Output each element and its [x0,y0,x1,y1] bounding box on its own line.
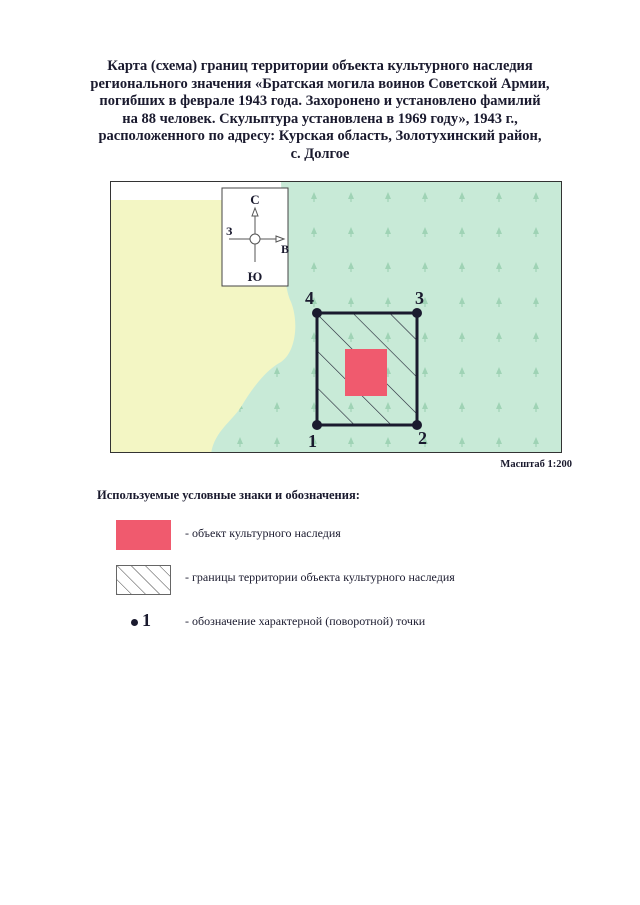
map-title [60,58,580,163]
turning-point-3[interactable] [412,308,422,318]
site-map[interactable] [110,181,562,453]
title-line: на 88 человек. Скульптура установлена в 1969 году», 1943 г., [122,110,518,127]
compass-east: В [281,242,290,256]
title-line: с. Долгое [290,145,350,162]
point-label-1: 1 [308,431,317,451]
title-line: погибших в феврале 1943 года. Захоронено и установлено фамилий [99,93,541,109]
heritage-object[interactable] [345,349,387,396]
title-line: Карта (схема) границ территории объекта культурного наследия [107,58,533,74]
compass [222,188,289,286]
point-label-2: 2 [418,428,427,448]
title-line: регионального значения «Братская могила воинов Советской Армии, [90,75,550,92]
compass-south: Ю [247,269,263,284]
legend-object-label: - объект культурного наследия [185,526,341,540]
legend-point-dot [131,619,138,626]
legend-point-label: - обозначение характерной (поворотной) точки [185,614,426,628]
compass-west: З [226,224,233,238]
title-line: расположенного по адресу: Курская область, Золотухинский район, [98,128,542,144]
point-label-4: 4 [305,288,314,308]
turning-point-4[interactable] [312,308,322,318]
legend-title: Используемые условные знаки и обозначения: [97,488,360,502]
map-canvas [111,182,562,453]
compass-north: С [250,192,260,207]
legend-point-number: 1 [142,610,151,630]
legend-boundary-swatch [116,565,171,595]
legend-object-swatch [116,520,171,550]
point-label-3: 3 [415,288,424,308]
legend-boundary-label: - границы территории объекта культурного наследия [185,570,455,584]
turning-point-1[interactable] [312,420,322,430]
map-scale: Масштаб 1:200 [500,459,572,470]
